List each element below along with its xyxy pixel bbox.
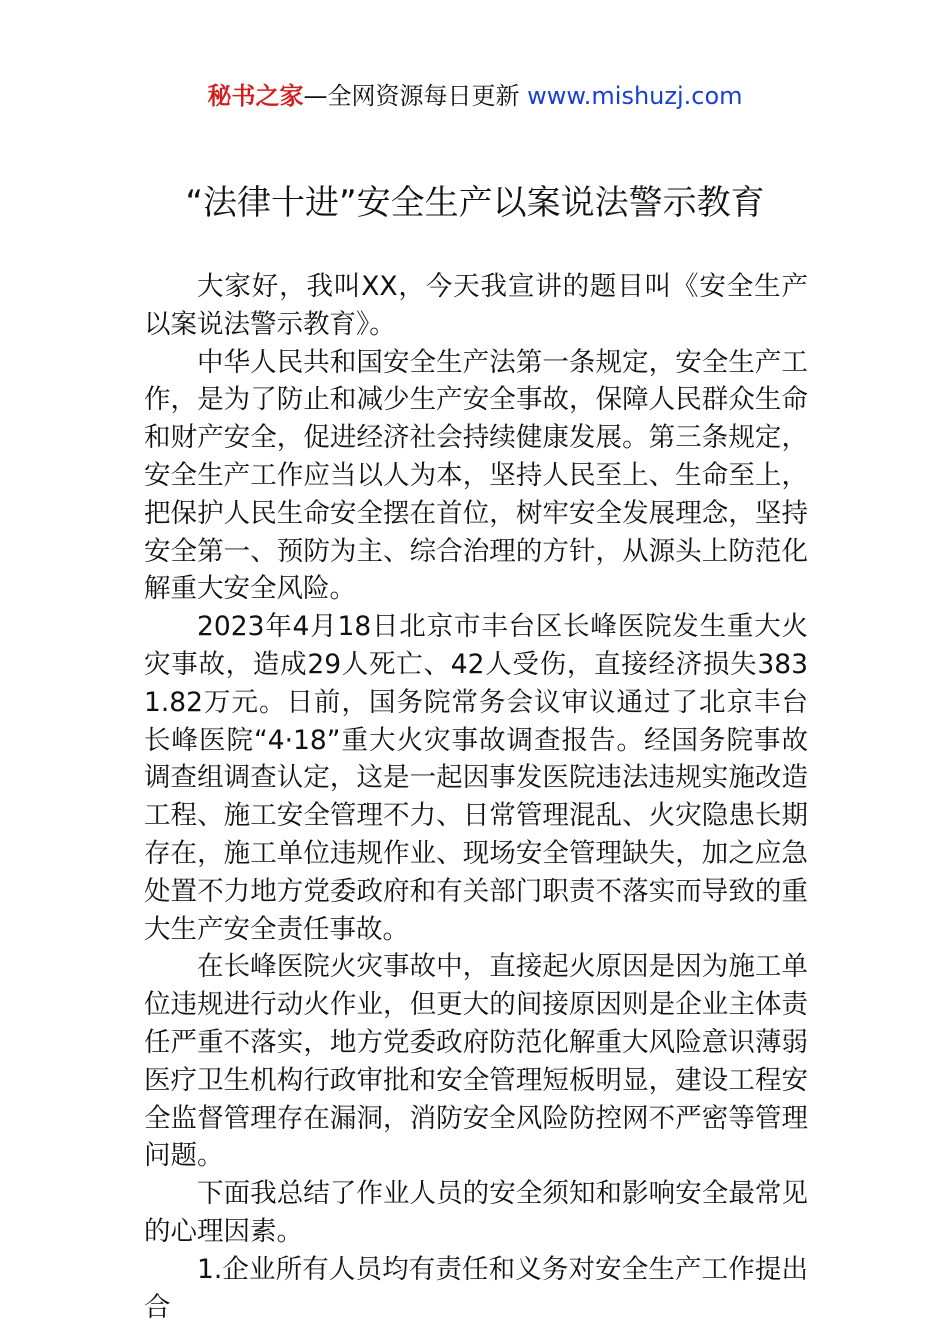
document-title: “法律十进”安全生产以案说法警示教育 bbox=[185, 183, 765, 223]
paragraph-summary-intro: 下面我总结了作业人员的安全须知和影响安全最常见的心理因素。 bbox=[144, 1178, 808, 1247]
document-body bbox=[144, 268, 808, 1326]
header-brand: 秘书之家 bbox=[207, 82, 304, 110]
header-url-link[interactable]: www.mishuzj.com bbox=[527, 82, 743, 110]
header-tagline: —全网资源每日更新 bbox=[303, 82, 528, 110]
paragraph-item-1: 1.企业所有人员均有责任和义务对安全生产工作提出合 bbox=[144, 1253, 808, 1323]
paragraph-greeting: 大家好，我叫XX，今天我宣讲的题目叫《安全生产以案说法警示教育》。 bbox=[144, 271, 808, 340]
paragraph-law-provisions: 中华人民共和国安全生产法第一条规定，安全生产工作，是为了防止和减少生产安全事故，保障人民群众生命和财产安全，促进经济社会持续健康发展。第三条规定，安全生产工作应当以人为本，坚持人民至上、生命至上，把保护人民生命安全摆在首位，树牢安全发展理念，坚持安全第一、预防为主、综合治理的方针，从源头上防范化解重大安全风险。 bbox=[144, 346, 808, 605]
site-header bbox=[0, 80, 950, 112]
paragraph-accident-report: 2023年4月18日北京市丰台区长峰医院发生重大火灾事故，造成29人死亡、42人受伤，直接经济损失3831.82万元。日前，国务院常务会议审议通过了北京丰台长峰医院“4·18”重大火灾事故调查报告。经国务院事故调查组调查认定，这是一起因事发医院违法违规实施改造工程、施工安全管理不力、日常管理混乱、火灾隐患长期存在，施工单位违规作业、现场安全管理缺失，加之应急处置不力地方党委政府和有关部门职责不落实而导致的重大生产安全责任事故。 bbox=[144, 611, 808, 945]
paragraph-accident-causes: 在长峰医院火灾事故中，直接起火原因是因为施工单位违规进行动火作业，但更大的间接原因则是企业主体责任严重不落实，地方党委政府防范化解重大风险意识薄弱医疗卫生机构行政审批和安全管理短板明显，建设工程安全监督管理存在漏洞，消防安全风险防控网不严密等管理问题。 bbox=[144, 951, 808, 1172]
